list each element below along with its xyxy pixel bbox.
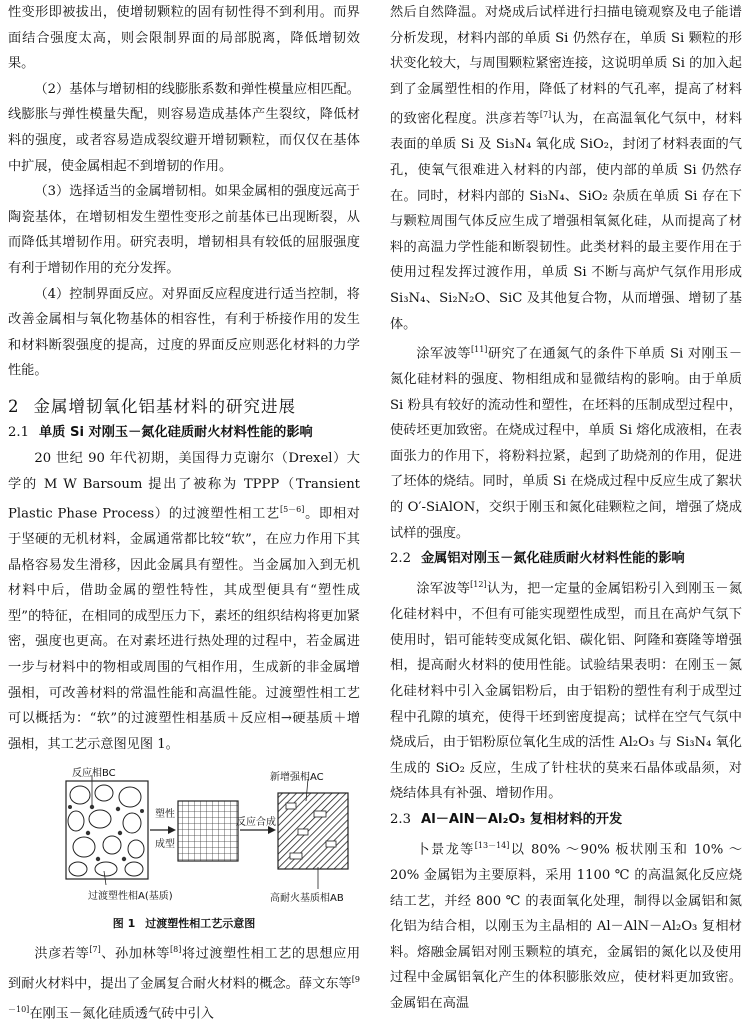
subsection-heading <box>390 807 742 833</box>
paragraph: （3）选择适当的金属增韧相。如果金属相的强度远高于陶瓷基体，在增韧相发生塑性变形之前基体已出现断裂，从而降低其增韧作用。研究表明，增韧相具有较低的屈服强度有利于增韧作用的充分发挥。 <box>8 184 360 276</box>
citation: [12] <box>470 580 487 590</box>
figure-label: 过渡塑性相A(基质) <box>88 891 173 903</box>
subsection-heading <box>390 546 742 572</box>
subsection-title: 单质 Si 对刚玉－氮化硅质耐火材料性能的影响 <box>38 424 313 440</box>
paragraph: 涂军波等[12]认为，把一定量的金属铝粉引入到刚玉－氮化硅材料中，不但有可能实现塑性成型，而且在高炉气氛下使用时，铝可能转变成氮化铝、碳化铝、阿隆和赛隆等增强相，提高耐火材料的使用性能。试验结果表明：在刚玉－氮化硅材料中引入金属铝粉后，由于铝粉的塑性有利于成型过程中孔隙的填充，使得干坯到密度提高；试样在空气气氛中烧成后，由于铝粉原位氧化生成的活性 Al₂O₃ 与 Si₃N₄ 氧化生成的 SiO₂ 反应，生成了针柱状的莫来石晶体或晶须，对烧结体具有补强、增韧作用。 <box>390 580 743 802</box>
section-title: 金属增韧氧化铝基材料的研究进展 <box>33 396 296 416</box>
paragraph: 卜景龙等[13－14]以 80% ～90% 板状刚玉和 10% ～20% 金属铝为主要原料，采用 1100 ℃ 的高温氮化反应烧结工艺，并经 800 ℃ 的表面氧化处理，制得以金属铝和氮化铝为结合相，以刚玉为主晶相的 Al－AlN－Al₂O₃ 复相材料。熔融金属铝对刚玉颗粒的填充，金属铝的氮化以及使用过程中金属铝氧化产生的体积膨胀效应，使材料更加致密。金属铝在高温 <box>390 840 743 1011</box>
figure-label: 塑性 <box>155 809 175 821</box>
subsection-number: 2.3 <box>390 811 411 827</box>
left-column <box>8 0 360 1027</box>
figure-label: 反应相BC <box>72 768 116 780</box>
citation: [5－6] <box>279 505 305 515</box>
paragraph: （4）控制界面反应。对界面反应程度进行适当控制，将改善金属相与氧化物基体的相容性，有利于桥接作用的发生和材料断裂强度的提高，过度的界面反应则恶化材料的力学性能。 <box>8 286 360 379</box>
citation: [9－10] <box>8 975 360 1015</box>
citation: [11] <box>471 345 488 355</box>
paragraph: 然后自然降温。对烧成后试样进行扫描电镜观察及电子能谱分析发现，材料内部的单质 Si 仍然存在，单质 Si 颗粒的形状变化较大，与周围颗粒紧密连接，这说明单质 Si 的加入起到了金属塑性相的作用，降低了材料的气孔率，提高了材料的致密化程度。洪彦若等[7]认为，在高温氧化气氛中，材料表面的单质 Si 及 Si₃N₄ 氧化成 SiO₂，封闭了材料表面的气孔，使氧气很难进入材料的内部，使内部的单质 Si 仍然存在。同时，材料内部的 Si₃N₄、SiO₂ 杂质在单质 Si 存在下与颗粒周围气体反应生成了增强相氧氮化硅，从而提高了材料的高温力学性能和断裂韧性。此类材料的最主要作用在于使用过程发挥过渡作用，单质 Si 不断与高炉气氛作用形成 Si₃N₄、Si₂N₂O、SiC 及其他复合物，从而增强、增韧了基体。 <box>390 5 743 332</box>
subsection-number: 2.1 <box>8 424 29 440</box>
paragraph: （2）基体与增韧相的线膨胀系数和弹性模量应相匹配。线膨胀与弹性模量失配，则容易造成基体产生裂纹，降低材料的强度，或者容易造成裂纹避开增韧颗粒，而仅仅在基体中扩展，使金属相起不到增韧的作用。 <box>8 81 360 174</box>
citation: [8] <box>170 945 182 955</box>
figure-caption <box>8 915 360 933</box>
section-number: 2 <box>8 396 20 416</box>
caption-text: 过渡塑性相工艺示意图 <box>145 917 256 931</box>
figure-label: 高耐火基质相AB <box>270 893 344 905</box>
figure-1 <box>8 763 360 913</box>
figure-label: 成型 <box>155 839 175 851</box>
citation: [13－14] <box>474 840 510 850</box>
subsection-title: Al－AlN－Al₂O₃ 复相材料的开发 <box>420 811 623 827</box>
paragraph: 涂军波等[11]研究了在通氮气的条件下单质 Si 对刚玉－氮化硅材料的强度、物相组成和显微结构的影响。由于单质 Si 粉具有较好的流动性和塑性，在坯料的压制成型过程中，使砖坯更加致密。在烧成过程中，单质 Si 熔化成液相，在表面张力的作用下，将粉料拉紧，起到了助烧剂的作用，促进了坯体的烧结。同时，单质 Si 在烧成过程中反应生成了絮状的 O′-SiAlON，交织于刚玉和氮化硅颗粒之间，增强了烧成试样的强度。 <box>390 345 743 541</box>
paragraph: 洪彦若等[7]、孙加林等[8]将过渡塑性相工艺的思想应用到耐火材料中，提出了金属复合耐火材料的概念。薛文东等[9－10]在刚玉－氮化硅质透气砖中引入 <box>8 945 361 1022</box>
paragraph: 20 世纪 90 年代初期，美国得力克谢尔（Drexel）大学的 M W Barsoum 提出了被称为 TPPP（Transient Plastic Phase Process）的过渡塑性相工艺[5－6]。即相对于坚硬的无机材料，金属通常都比较“软”，在应力作用下其晶格容易发生滑移，因此金属具有塑性。当金属加入到无机材料中后，借助金属的塑性特性，其成型便具有“塑性成型”的特征，在相同的成型压力下，素坯的组织结构将更加紧密，强度也更高。在对素坯进行热处理的过程中，若金属进一步与材料中的物相或周围的气相作用，生成新的非金属增强相，可改善材料的常温性能和高温性能。过渡塑性相工艺可以概括为：“软”的过渡塑性相基质＋反应相→硬基质＋增强相，其工艺示意图见图 1。 <box>8 450 360 752</box>
figure-label: 反应合成 <box>236 817 276 829</box>
right-column <box>390 0 742 1017</box>
paragraph: 性变形即被拔出，使增韧颗粒的固有韧性得不到利用。而界面结合强度太高，则会限制界面的局部脱离，降低增韧效果。 <box>8 5 360 72</box>
citation: [7] <box>89 945 101 955</box>
subsection-title: 金属铝对刚玉－氮化硅质耐火材料性能的影响 <box>420 551 685 567</box>
subsection-number: 2.2 <box>390 551 411 567</box>
subsection-heading <box>8 420 360 446</box>
section-heading <box>8 394 360 420</box>
caption-number: 图 1 <box>112 917 136 931</box>
citation: [7] <box>539 110 552 120</box>
figure-label: 新增强相AC <box>270 772 324 784</box>
